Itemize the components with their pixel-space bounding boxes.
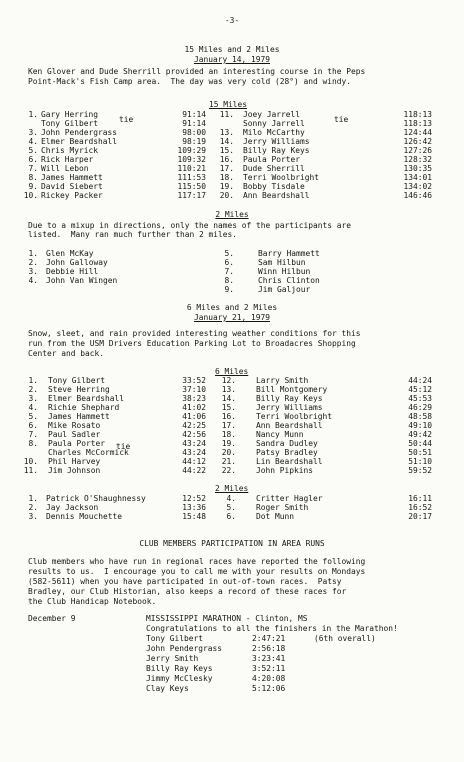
place: 6. <box>224 258 234 267</box>
time: 98:00 <box>182 128 206 137</box>
time: 127:26 <box>403 146 432 155</box>
runner-name: Rickey Packer <box>41 191 103 200</box>
place: 6. <box>28 421 38 430</box>
place: 13. <box>221 385 236 394</box>
runner-name: Billy Ray Keys <box>243 146 310 155</box>
runner-name: Milo McCarthy <box>243 128 305 137</box>
runner-name: Charles McCormick <box>48 448 129 457</box>
runner-name: Barry Hammett <box>258 249 320 258</box>
marathon-date: December 9 <box>28 614 76 623</box>
place: 22. <box>221 466 236 475</box>
time: 43:24 <box>182 439 206 448</box>
race1-date: January 14, 1979 <box>193 55 270 64</box>
heading-2-miles-race2: 2 Miles <box>215 484 249 493</box>
time: 15:48 <box>182 512 206 521</box>
race2-date: January 21, 1979 <box>193 313 270 322</box>
place: 5. <box>224 249 234 258</box>
runner-name: Rick Harper <box>41 155 94 164</box>
runner-name: Jim Johnson <box>48 466 101 475</box>
time: 44:24 <box>408 376 432 385</box>
mixup-note-line-1: Due to a mixup in directions, only the names of the participants are <box>28 221 352 230</box>
time: 44:12 <box>182 457 206 466</box>
runner-name: Debbie Hill <box>46 267 99 276</box>
runner-name: Nancy Munn <box>256 430 304 439</box>
time: 3:23:41 <box>252 654 286 663</box>
race2-title: 6 Miles and 2 Miles <box>186 303 278 312</box>
time: 110:21 <box>177 164 206 173</box>
tie-label: tie <box>334 115 349 124</box>
time: 41:02 <box>182 403 206 412</box>
runner-name: Terri Woolbright <box>243 173 320 182</box>
runner-name: John Van Wingen <box>46 276 118 285</box>
place: 12. <box>221 376 236 385</box>
place: 3. <box>28 512 38 521</box>
runner-name: Jerry Williams <box>243 137 310 146</box>
runner-name: Terri Woolbright <box>256 412 333 421</box>
runner-name: Dot Munn <box>256 512 295 521</box>
runner-name: Steve Herring <box>48 385 110 394</box>
time: 42:56 <box>182 430 206 439</box>
time: 44:22 <box>182 466 206 475</box>
place: 18. <box>221 430 236 439</box>
time: 16:11 <box>408 494 432 503</box>
time: 124:44 <box>403 128 432 137</box>
place: 2. <box>28 503 38 512</box>
area-runs-line-4: Bradley, our Club Historian, also keeps a record of these races for <box>28 587 347 596</box>
runner-name: Richie Shephard <box>48 403 120 412</box>
place: 4. <box>28 276 38 285</box>
place: 1. <box>28 110 38 119</box>
area-runs-line-2: results to us. I encourage you to call me with your results on Mondays <box>28 567 366 576</box>
runner-name: Jimmy McClesky <box>146 674 213 683</box>
place: 8. <box>224 276 234 285</box>
runner-name: Jerry Williams <box>256 403 323 412</box>
tie-label: tie <box>119 115 134 124</box>
runner-name: Paula Porter <box>243 155 301 164</box>
place: 5. <box>226 503 236 512</box>
runner-name: Clay Keys <box>146 684 189 693</box>
runner-name: Will Lebon <box>41 164 89 173</box>
runner-name: Mike Rosato <box>48 421 101 430</box>
runner-name: Jay Jackson <box>46 503 99 512</box>
time: 109:29 <box>177 146 206 155</box>
time: 98:19 <box>182 137 206 146</box>
runner-name: Tony Gilbert <box>41 119 99 128</box>
race1-intro-line-1: Ken Glover and Dude Sherrill provided an interesting course in the Peps <box>28 67 366 76</box>
place: 20. <box>221 448 236 457</box>
runner-name: Ann Beardshall <box>243 191 310 200</box>
runner-name: Patrick O'Shaughnessy <box>46 494 146 503</box>
runner-name: Jerry Smith <box>146 654 199 663</box>
place: 10. <box>23 191 38 200</box>
place: 3. <box>28 267 38 276</box>
time: 38:23 <box>182 394 206 403</box>
runner-name: Winn Hilbun <box>258 267 311 276</box>
time: 13:36 <box>182 503 206 512</box>
place: 1. <box>28 249 38 258</box>
place: 4. <box>28 403 38 412</box>
runner-name: Elmer Beardshall <box>48 394 125 403</box>
time: 4:20:08 <box>252 674 286 683</box>
runner-name: Sandra Dudley <box>256 439 318 448</box>
area-runs-line-3: (582-5611) when you have participated in out-of-town races. Patsy <box>28 577 342 586</box>
place: 1. <box>28 376 38 385</box>
runner-name: Phil Harvey <box>48 457 101 466</box>
place: 9. <box>28 182 38 191</box>
place: 16. <box>219 155 234 164</box>
runner-name: Dude Sherrill <box>243 164 305 173</box>
time: 43:24 <box>182 448 206 457</box>
runner-name: Roger Smith <box>256 503 309 512</box>
runner-name: Patsy Bradley <box>256 448 318 457</box>
time: 118:13 <box>403 110 432 119</box>
time: 50:51 <box>408 448 432 457</box>
runner-name: James Hammett <box>48 412 110 421</box>
place: 9. <box>224 285 234 294</box>
placement-note: (6th overall) <box>314 634 376 643</box>
runner-name: Bill Montgomery <box>256 385 328 394</box>
race1-intro-line-2: Point-Mack's Fish Camp area. The day was very cold (28°) and windy. <box>28 77 352 86</box>
time: 91:14 <box>182 110 206 119</box>
place: 20. <box>219 191 234 200</box>
place: 19. <box>219 182 234 191</box>
time: 118:13 <box>403 119 432 128</box>
runner-name: Lin Beardshall <box>256 457 323 466</box>
time: 59:52 <box>408 466 432 475</box>
place: 3. <box>28 394 38 403</box>
heading-2-miles: 2 Miles <box>215 210 249 219</box>
runner-name: Sonny Jarrell <box>243 119 305 128</box>
time: 50:44 <box>408 439 432 448</box>
heading-6-miles: 6 Miles <box>215 367 249 376</box>
time: 128:32 <box>403 155 432 164</box>
time: 49:42 <box>408 430 432 439</box>
runner-name: Paul Sadler <box>48 430 101 439</box>
time: 146:46 <box>403 191 432 200</box>
time: 3:52:11 <box>252 664 286 673</box>
place: 17. <box>219 164 234 173</box>
runner-name: Larry Smith <box>256 376 309 385</box>
time: 130:35 <box>403 164 432 173</box>
place: 8. <box>28 173 38 182</box>
place: 5. <box>28 146 38 155</box>
runner-name: Glen McKay <box>46 249 94 258</box>
place: 17. <box>221 421 236 430</box>
place: 7. <box>224 267 234 276</box>
runner-name: Gary Herring <box>41 110 99 119</box>
place: 6. <box>226 512 236 521</box>
time: 33:52 <box>182 376 206 385</box>
race2-intro-line-2: run from the USM Drivers Education Parking Lot to Broadacres Shopping <box>28 339 356 348</box>
race2-intro-line-3: Center and back. <box>28 349 105 358</box>
runner-name: John Pendergrass <box>146 644 223 653</box>
place: 2. <box>28 385 38 394</box>
area-runs-line-1: Club members who have run in regional races have reported the following <box>28 557 366 566</box>
place: 18. <box>219 173 234 182</box>
place: 2. <box>28 258 38 267</box>
place: 7. <box>28 430 38 439</box>
time: 126:42 <box>403 137 432 146</box>
time: 42:25 <box>182 421 206 430</box>
place: 14. <box>221 394 236 403</box>
time: 117:17 <box>177 191 206 200</box>
area-runs-line-5: the Club Handicap Notebook. <box>28 597 157 606</box>
place: 11. <box>219 110 234 119</box>
marathon-congrats: Congratulations to all the finishers in the Marathon! <box>146 624 398 633</box>
runner-name: Tony Gilbert <box>48 376 106 385</box>
time: 45:53 <box>408 394 432 403</box>
runner-name: Ann Beardshall <box>256 421 323 430</box>
runner-name: Paula Porter <box>48 439 106 448</box>
runner-name: Sam Hilbun <box>258 258 306 267</box>
place: 19. <box>221 439 236 448</box>
time: 115:50 <box>177 182 206 191</box>
marathon-event: MISSISSIPPI MARATHON - Clinton, MS <box>146 614 308 623</box>
page-number: -3- <box>224 16 240 25</box>
place: 11. <box>23 466 38 475</box>
heading-15-miles: 15 Miles <box>209 100 248 109</box>
time: 2:56:18 <box>252 644 286 653</box>
runner-name: Dennis Mouchette <box>46 512 123 521</box>
place: 15. <box>221 403 236 412</box>
place: 5. <box>28 412 38 421</box>
place: 14. <box>219 137 234 146</box>
time: 45:12 <box>408 385 432 394</box>
runner-name: Bobby Tisdale <box>243 182 305 191</box>
time: 5:12:06 <box>252 684 286 693</box>
area-runs-heading: CLUB MEMBERS PARTICIPATION IN AREA RUNS <box>139 539 325 548</box>
time: 51:10 <box>408 457 432 466</box>
runner-name: James Hammett <box>41 173 103 182</box>
time: 37:10 <box>182 385 206 394</box>
runner-name: Jim Galjour <box>258 285 311 294</box>
time: 12:52 <box>182 494 206 503</box>
place: 7. <box>28 164 38 173</box>
runner-name: Critter Hagler <box>256 494 323 503</box>
time: 48:58 <box>408 412 432 421</box>
race1-title: 15 Miles and 2 Miles <box>184 45 280 54</box>
time: 20:17 <box>408 512 432 521</box>
place: 4. <box>28 137 38 146</box>
place: 6. <box>28 155 38 164</box>
place: 16. <box>221 412 236 421</box>
runner-name: John Galloway <box>46 258 108 267</box>
time: 46:29 <box>408 403 432 412</box>
runner-name: John Pendergrass <box>41 128 118 137</box>
tie-label: tie <box>116 442 131 451</box>
time: 109:32 <box>177 155 206 164</box>
time: 134:02 <box>403 182 432 191</box>
place: 8. <box>28 439 38 448</box>
place: 10. <box>23 457 38 466</box>
runner-name: Tony Gilbert <box>146 634 204 643</box>
time: 49:10 <box>408 421 432 430</box>
place: 4. <box>226 494 236 503</box>
runner-name: John Pipkins <box>256 466 314 475</box>
time: 134:01 <box>403 173 432 182</box>
runner-name: Joey Jarrell <box>243 110 301 119</box>
runner-name: Billy Ray Keys <box>146 664 213 673</box>
place: 13. <box>219 128 234 137</box>
runner-name: David Siebert <box>41 182 103 191</box>
mixup-note-line-2: listed. Many ran much further than 2 miles. <box>28 230 238 239</box>
runner-name: Chris Clinton <box>258 276 320 285</box>
time: 2:47:21 <box>252 634 286 643</box>
time: 41:06 <box>182 412 206 421</box>
place: 21. <box>221 457 236 466</box>
runner-name: Chris Myrick <box>41 146 99 155</box>
runner-name: Elmer Beardshall <box>41 137 118 146</box>
time: 111:53 <box>177 173 206 182</box>
race2-intro-line-1: Snow, sleet, and rain provided interesting weather conditions for this <box>28 329 361 338</box>
place: 3. <box>28 128 38 137</box>
time: 16:52 <box>408 503 432 512</box>
runner-name: Billy Ray Keys <box>256 394 323 403</box>
place: 1. <box>28 494 38 503</box>
time: 91:14 <box>182 119 206 128</box>
place: 15. <box>219 146 234 155</box>
